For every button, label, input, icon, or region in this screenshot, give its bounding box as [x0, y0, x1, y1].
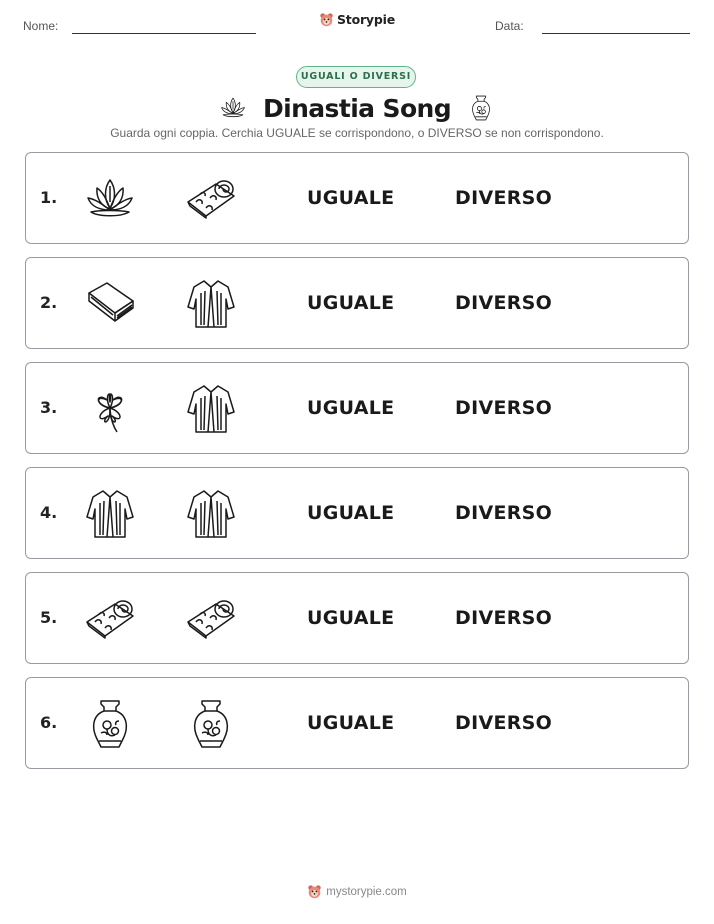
option-different[interactable]: DIVERSO [455, 502, 553, 524]
exercise-row [25, 152, 689, 244]
robe-icon [184, 382, 238, 436]
brand [0, 12, 714, 31]
instructions: Guarda ogni coppia. Cerchia UGUALE se corrispondono, o DIVERSO se non corrispondono. [110, 126, 604, 140]
worksheet-type-badge: UGUALI O DIVERSI [296, 66, 416, 88]
exercise-row [25, 362, 689, 454]
option-different[interactable]: DIVERSO [455, 292, 553, 314]
option-same[interactable]: UGUALE [307, 397, 395, 419]
title-row [0, 88, 714, 128]
exercise-row [25, 572, 689, 664]
row-number: 4. [40, 503, 58, 522]
vase-icon [184, 697, 238, 751]
book-icon [83, 277, 137, 331]
scroll-icon [184, 592, 238, 646]
name-line[interactable] [72, 33, 256, 34]
option-different[interactable]: DIVERSO [455, 607, 553, 629]
vase-icon [467, 94, 495, 122]
option-same[interactable]: UGUALE [307, 712, 395, 734]
option-different[interactable]: DIVERSO [455, 712, 553, 734]
brand-name: Storypie [337, 12, 395, 27]
vase-icon [83, 697, 137, 751]
storypie-logo-icon [307, 884, 322, 899]
name-label: Nome: [23, 19, 59, 33]
storypie-logo-icon [319, 12, 334, 27]
option-different[interactable]: DIVERSO [455, 397, 553, 419]
exercise-row [25, 467, 689, 559]
footer-url: mystorypie.com [326, 885, 407, 898]
row-number: 2. [40, 293, 58, 312]
clover-icon [83, 382, 137, 436]
scroll-icon [83, 592, 137, 646]
robe-icon [83, 487, 137, 541]
scroll-icon [184, 172, 238, 226]
row-number: 3. [40, 398, 58, 417]
option-same[interactable]: UGUALE [307, 292, 395, 314]
exercise-row [25, 677, 689, 769]
row-number: 1. [40, 188, 58, 207]
lotus-icon [83, 172, 137, 226]
exercise-row [25, 257, 689, 349]
option-same[interactable]: UGUALE [307, 502, 395, 524]
page-title: Dinastia Song [262, 93, 452, 123]
footer [0, 884, 714, 903]
date-line[interactable] [542, 33, 690, 34]
robe-icon [184, 487, 238, 541]
row-number: 5. [40, 608, 58, 627]
row-number: 6. [40, 713, 58, 732]
option-different[interactable]: DIVERSO [455, 187, 553, 209]
robe-icon [184, 277, 238, 331]
lotus-icon [219, 94, 247, 122]
date-label: Data: [495, 19, 524, 33]
option-same[interactable]: UGUALE [307, 607, 395, 629]
option-same[interactable]: UGUALE [307, 187, 395, 209]
